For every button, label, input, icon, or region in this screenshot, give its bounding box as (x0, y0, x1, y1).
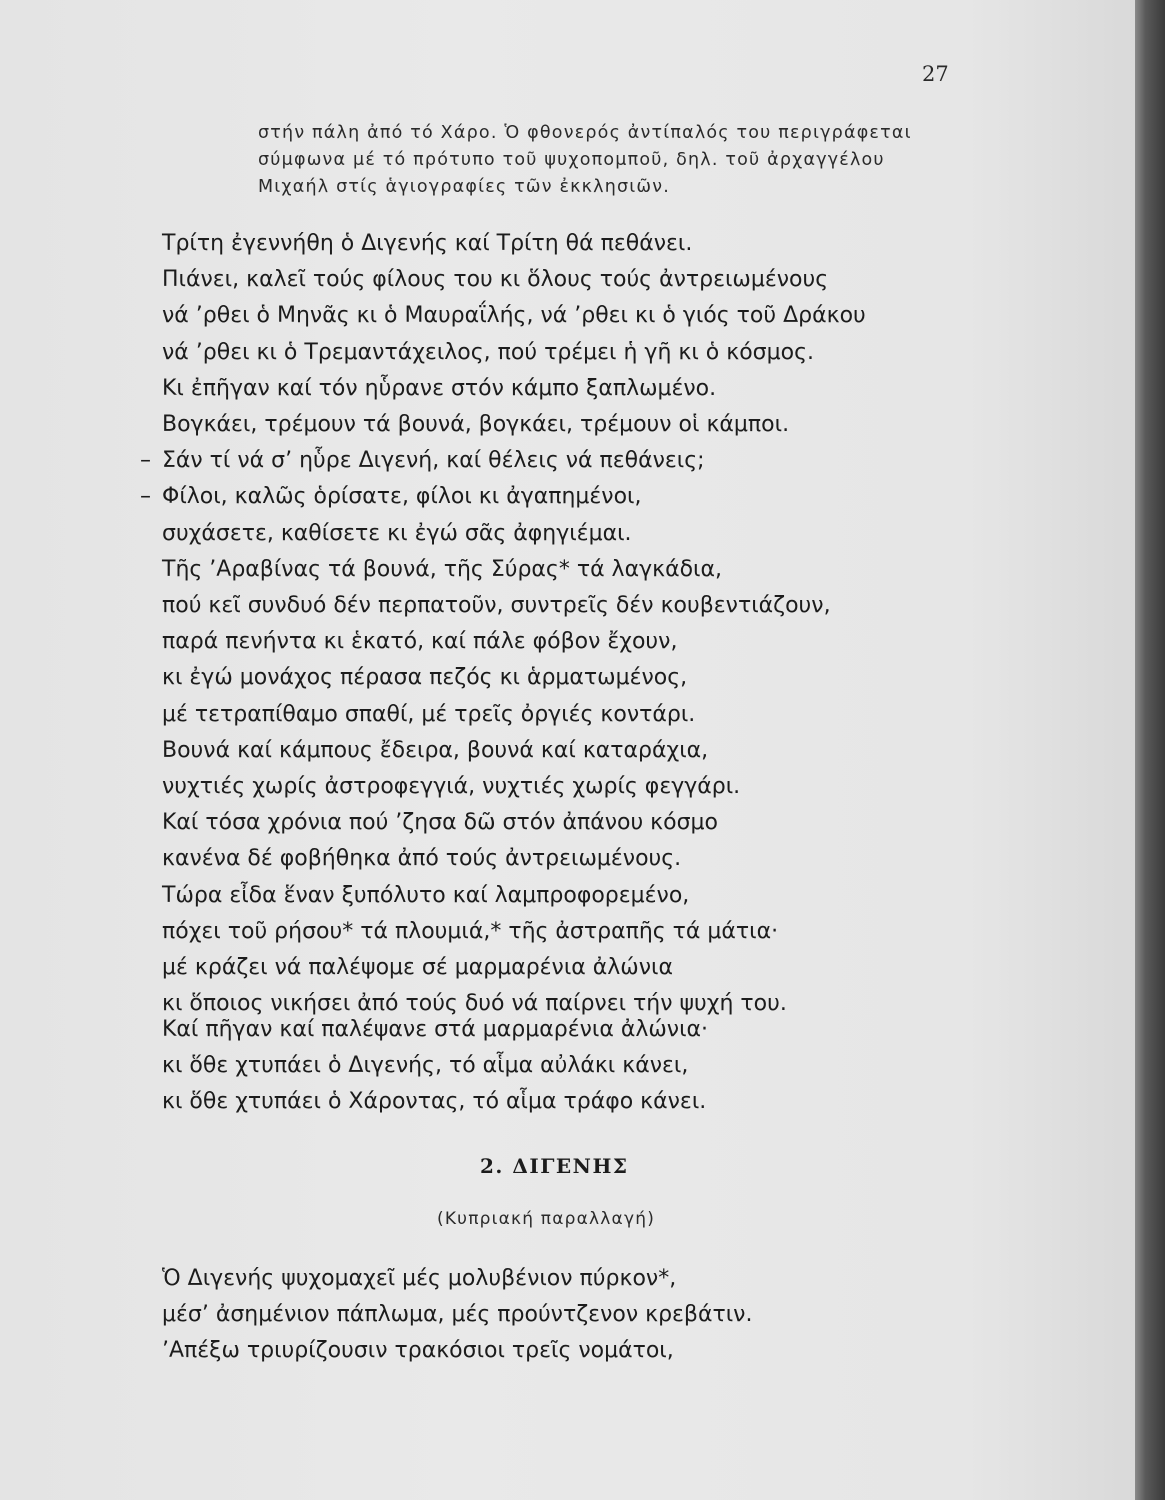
page-number: 27 (922, 62, 949, 86)
verse-line (140, 407, 960, 443)
verse-text: κι ὅποιος νικήσει ἀπό τούς δυό νά παίρνει τήν ψυχή του. (162, 991, 787, 1017)
footnote-line: στήν πάλη ἀπό τό Χάρο. Ὁ φθονερός ἀντίπαλός του περιγράφεται (258, 123, 912, 143)
verse-text: Πιάνει, καλεῖ τούς φίλους του κι ὅλους τούς ἀντρειωμένους (162, 267, 829, 293)
verse-line (140, 1048, 960, 1084)
verse-line (140, 769, 960, 805)
verse-text: συχάσετε, καθίσετε κι ἐγώ σᾶς ἀφηγιέμαι. (162, 520, 632, 546)
verse-line (140, 1012, 960, 1048)
verse-line (140, 516, 960, 552)
dialogue-dash (140, 1084, 162, 1120)
dialogue-dash (140, 335, 162, 371)
dialogue-dash: – (140, 448, 151, 474)
dialogue-dash (140, 878, 162, 914)
verse-text: κανένα δέ φοβήθηκα ἀπό τούς ἀντρειωμένους. (162, 846, 682, 872)
verse-line (140, 1261, 960, 1297)
dialogue-dash (140, 516, 162, 552)
dialogue-dash: – (140, 484, 151, 510)
verse-text: πόχει τοῦ ρήσου* τά πλουμιά,* τῆς ἀστραπῆς τά μάτια· (162, 918, 779, 944)
dialogue-dash (140, 805, 162, 841)
dialogue-dash (140, 407, 162, 443)
verse-line (140, 805, 960, 841)
verse-text: Τώρα εἶδα ἕναν ξυπόλυτο καί λαμπροφορεμένο, (162, 882, 690, 908)
verse-line (140, 479, 960, 515)
dialogue-dash (140, 226, 162, 262)
verse-line (140, 335, 960, 371)
dialogue-dash (140, 588, 162, 624)
verse-text: ’Απέξω τριυρίζουσιν τρακόσιοι τρεῖς νομάτοι, (162, 1338, 674, 1364)
verse-text: Σάν τί νά σ’ ηὗρε Διγενή, καί θέλεις νά πεθάνεις; (162, 448, 705, 474)
verse-line (140, 552, 960, 588)
book-edge (1135, 0, 1165, 1500)
verse-text: Βογκάει, τρέμουν τά βουνά, βογκάει, τρέμουν οἱ κάμποι. (162, 412, 790, 438)
verse-text: Καί πῆγαν καί παλέψανε στά μαρμαρένια ἀλώνια· (162, 1017, 709, 1042)
verse-text: νά ’ρθει κι ὁ Τρεμαντάχειλος, πού τρέμει ἡ γῆ κι ὁ κόσμος. (162, 339, 814, 365)
verse-line (140, 841, 960, 877)
dialogue-dash (140, 841, 162, 877)
verse-line (140, 914, 960, 950)
verse-text: νυχτιές χωρίς ἀστροφεγγιά, νυχτιές χωρίς φεγγάρι. (162, 774, 741, 800)
verse-line (140, 1333, 960, 1369)
dialogue-dash (140, 298, 162, 334)
verse-text: μέ τετραπίθαμο σπαθί, μέ τρεῖς ὀργιές κοντάρι. (162, 701, 696, 727)
dialogue-dash (140, 1297, 162, 1333)
section-title: 2. ΔΙΓΕΝΗΣ (480, 1154, 629, 1178)
dialogue-dash (140, 1048, 162, 1084)
dialogue-dash (140, 262, 162, 298)
dialogue-dash (140, 624, 162, 660)
verse-text: παρά πενήντα κι ἑκατό, καί πάλε φόβον ἔχουν, (162, 629, 678, 655)
verse-text: μέσ’ ἀσημένιον πάπλωμα, μές προύντζενον κρεβάτιν. (162, 1302, 753, 1328)
verse-line (140, 624, 960, 660)
dialogue-dash (140, 660, 162, 696)
verse-line (140, 371, 960, 407)
dialogue-dash (140, 733, 162, 769)
verse-line (140, 660, 960, 696)
section-subtitle: (Κυπριακή παραλλαγή) (437, 1209, 656, 1229)
verse-text: κι ἐγώ μονάχος πέρασα πεζός κι ἁρματωμένος, (162, 665, 688, 691)
verse-line (140, 443, 960, 479)
verse-text: Τρίτη ἐγεννήθη ὁ Διγενής καί Τρίτη θά πεθάνει. (162, 231, 693, 256)
footnote (258, 120, 938, 201)
dialogue-dash (140, 769, 162, 805)
poem-stanza-1 (140, 226, 960, 1022)
verse-line (140, 298, 960, 334)
verse-text: Βουνά καί κάμπους ἔδειρα, βουνά καί καταράχια, (162, 737, 709, 763)
footnote-line: Μιχαήλ στίς ἁγιογραφίες τῶν ἐκκλησιῶν. (258, 177, 671, 197)
footnote-line: σύμφωνα μέ τό πρότυπο τοῦ ψυχοπομποῦ, δηλ. τοῦ ἀρχαγγέλου (258, 150, 885, 170)
verse-text: νά ’ρθει ὁ Μηνᾶς κι ὁ Μαυραΐλής, νά ’ρθει κι ὁ γιός τοῦ Δράκου (162, 303, 866, 329)
dialogue-dash (140, 697, 162, 733)
poem-stanza-2 (140, 1012, 960, 1121)
dialogue-dash (140, 1261, 162, 1297)
verse-text: μέ κράζει νά παλέψομε σέ μαρμαρένια ἀλώνια (162, 955, 673, 981)
verse-text: κι ὅθε χτυπάει ὁ Χάροντας, τό αἷμα τράφο κάνει. (162, 1089, 707, 1115)
verse-line (140, 950, 960, 986)
poem-stanza-3 (140, 1261, 960, 1370)
verse-line (140, 588, 960, 624)
verse-line (140, 226, 960, 262)
verse-text: Φίλοι, καλῶς ὁρίσατε, φίλοι κι ἀγαπημένοι, (162, 484, 642, 510)
verse-text: Τῆς ’Αραβίνας τά βουνά, τῆς Σύρας* τά λαγκάδια, (162, 556, 722, 582)
verse-line (140, 697, 960, 733)
verse-line (140, 733, 960, 769)
verse-text: Κι ἐπῆγαν καί τόν ηὗρανε στόν κάμπο ξαπλωμένο. (162, 375, 717, 401)
verse-text: Ὁ Διγενής ψυχομαχεῖ μές μολυβένιον πύρκον*, (162, 1266, 677, 1291)
verse-text: πού κεῖ συνδυό δέν περπατοῦν, συντρεῖς δέν κουβεντιάζουν, (162, 593, 831, 619)
dialogue-dash (140, 1012, 162, 1048)
verse-line (140, 262, 960, 298)
dialogue-dash (140, 552, 162, 588)
verse-line (140, 1084, 960, 1120)
dialogue-dash (140, 371, 162, 407)
verse-text: κι ὅθε χτυπάει ὁ Διγενής, τό αἷμα αὐλάκι κάνει, (162, 1053, 689, 1079)
verse-line (140, 1297, 960, 1333)
verse-line (140, 878, 960, 914)
verse-text: Καί τόσα χρόνια πού ’ζησα δῶ στόν ἀπάνου κόσμο (162, 810, 718, 836)
dialogue-dash (140, 1333, 162, 1369)
dialogue-dash (140, 950, 162, 986)
dialogue-dash (140, 914, 162, 950)
